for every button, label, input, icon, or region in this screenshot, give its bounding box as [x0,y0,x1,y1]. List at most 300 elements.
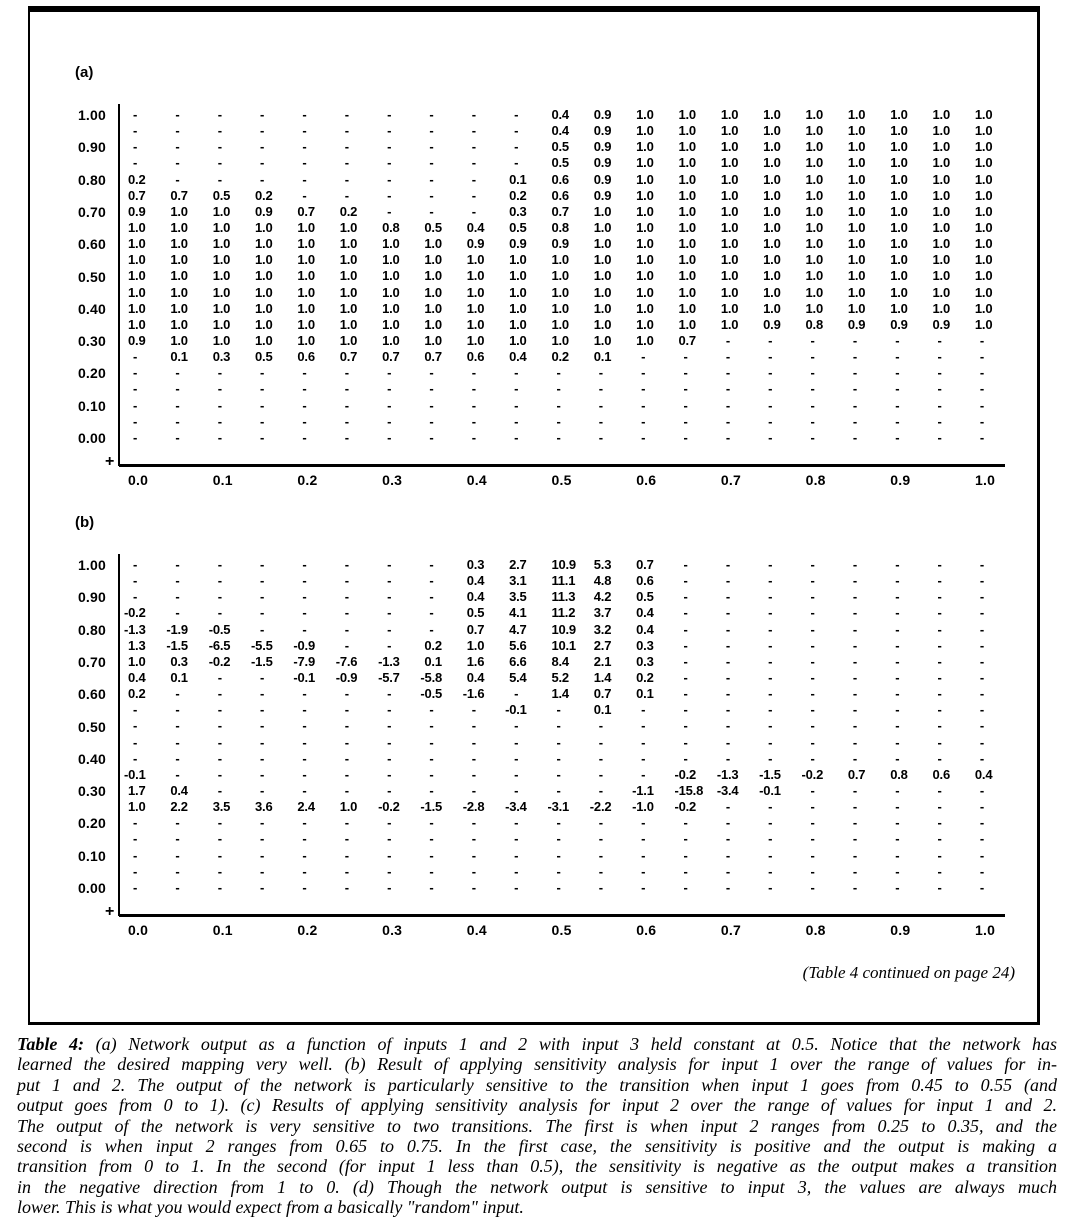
value-cell: - [979,686,985,702]
value-cell: 1.0 [297,252,315,268]
value-cell: 0.3 [170,653,188,669]
value-cell: - [852,573,857,589]
value-cell: 1.0 [297,219,315,235]
value-cell: - [683,718,688,734]
value-cell: - [725,686,730,702]
value-cell: - [641,349,646,365]
value-cell: 1.0 [720,187,739,203]
value-cell: 2.7 [593,637,612,653]
value-row [128,365,1028,381]
value-cell: - [810,718,815,734]
value-cell: - [429,750,434,766]
value-cell: - [556,831,561,847]
value-cell: 1.0 [382,252,400,268]
value-cell: - [768,621,773,637]
value-cell: - [937,831,942,847]
value-cell: - [429,879,434,895]
value-cell: 0.5 [551,139,569,155]
value-cell: - [344,139,349,155]
value-cell: - [725,397,730,413]
value-cell: - [895,750,900,766]
value-cell: - [260,831,265,847]
x-tick-label: 0.2 [297,922,318,938]
value-cell: 1.0 [720,316,739,332]
value-cell: -1.5 [420,799,443,815]
value-cell: - [429,718,434,734]
value-cell: 0.7 [128,187,146,203]
value-cell: - [175,718,180,734]
value-cell: 0.9 [932,316,951,332]
value-cell: - [937,397,942,413]
value-row [128,557,1028,573]
value-cell: - [641,815,646,831]
value-cell: - [387,815,392,831]
value-cell: 10.9 [551,621,576,637]
value-cell: - [387,879,392,895]
value-cell: - [768,429,773,445]
value-cell: - [133,381,138,397]
value-cell: - [217,107,222,122]
value-cell: 1.0 [932,219,951,235]
value-cell: - [937,847,942,863]
panel-a-y-axis-line [118,104,120,466]
value-cell: 1.0 [466,637,485,653]
panel-a-y-axis [0,60,110,480]
value-cell: - [852,718,857,734]
value-cell: 1.0 [128,236,146,252]
value-cell: - [810,702,815,718]
value-cell: - [598,365,603,381]
value-cell: - [514,863,519,879]
value-cell: - [302,621,307,637]
value-cell: -3.4 [716,782,739,798]
value-cell: - [683,750,688,766]
y-tick-label: 1.00 [77,557,106,573]
value-cell: - [175,123,180,139]
value-cell: - [852,782,857,798]
value-cell: 1.0 [636,107,654,122]
value-cell: 1.4 [593,669,612,685]
value-row [128,430,1028,446]
value-cell: - [768,653,773,669]
value-cell: 1.0 [805,284,823,300]
value-cell: - [175,879,180,895]
value-cell: - [937,669,942,685]
value-cell: 0.4 [466,573,485,589]
x-tick-label: 0.8 [805,472,826,488]
value-cell: 1.0 [932,236,951,252]
value-cell: - [979,750,985,766]
value-row [128,398,1028,414]
panel-b-y-axis-line [118,554,120,916]
value-cell: - [387,702,392,718]
value-cell: 0.2 [255,187,273,203]
value-cell: - [768,557,773,572]
value-cell: - [725,653,730,669]
value-cell: - [175,831,180,847]
value-cell: - [175,686,180,702]
value-row [128,414,1028,430]
value-cell: 1.0 [720,171,739,187]
value-cell: - [810,365,815,381]
value-cell: -1.0 [632,799,654,815]
value-cell: - [556,766,561,782]
value-cell: - [852,637,857,653]
value-cell: 0.5 [424,219,442,235]
value-cell: - [598,413,603,429]
value-cell: - [344,589,349,605]
value-cell: - [260,397,265,413]
value-cell: - [429,573,434,589]
value-cell: 1.0 [297,284,315,300]
value-cell: 1.0 [212,268,231,284]
value-cell: 1.0 [678,123,696,139]
value-cell: - [979,782,985,798]
x-tick-label: 0.8 [805,922,826,938]
value-cell: - [852,429,857,445]
value-cell: - [556,365,561,381]
x-tick-label: 0.4 [466,922,487,938]
value-cell: 1.0 [636,187,654,203]
value-cell: 1.0 [382,268,400,284]
value-cell: - [768,381,773,397]
value-cell: 0.4 [466,669,485,685]
value-cell: 0.6 [551,171,569,187]
value-cell: - [260,429,265,445]
value-cell: 1.0 [593,268,612,284]
value-cell: -5.7 [378,669,400,685]
value-cell: - [598,831,603,847]
value-cell: - [260,718,265,734]
panel-b-label: (b) [75,514,95,531]
value-cell: - [260,171,265,187]
value-cell: 0.2 [551,349,569,365]
x-tick-label: 0.7 [720,922,741,938]
value-cell: 1.0 [636,252,654,268]
panel-b-y-axis [0,510,110,930]
value-cell: - [937,349,942,365]
value-cell: - [937,879,942,895]
value-cell: 1.0 [593,332,612,348]
value-cell: 1.0 [847,123,866,139]
value-cell: 1.0 [339,219,358,235]
value-cell: - [556,413,561,429]
value-cell: -15.8 [674,782,704,798]
value-cell: 1.0 [678,219,696,235]
value-cell: - [429,702,434,718]
value-cell: -1.5 [759,766,781,782]
y-tick-label: 0.90 [77,139,106,156]
value-cell: - [344,766,349,782]
value-cell: - [810,573,815,589]
value-cell: 1.0 [170,316,188,332]
value-cell: 0.8 [890,766,908,782]
value-cell: 1.0 [932,268,951,284]
value-cell: - [810,799,815,815]
value-cell: - [852,847,857,863]
value-cell: - [683,365,688,381]
value-cell: - [641,381,646,397]
value-cell: 1.0 [847,139,866,155]
value-cell: - [175,702,180,718]
value-cell: 1.0 [847,252,866,268]
value-cell: - [598,734,603,750]
value-cell: - [937,799,942,815]
value-cell: - [387,782,392,798]
value-cell: 1.0 [297,332,315,348]
value-cell: 1.0 [678,171,696,187]
value-cell: - [514,123,519,139]
value-cell: - [937,702,942,718]
value-cell: - [302,381,307,397]
value-cell: - [217,815,222,831]
value-cell: 0.7 [382,349,400,365]
value-cell: - [260,734,265,750]
y-tick-label: 0.70 [77,203,106,220]
value-cell: - [217,766,222,782]
value-cell: - [260,573,265,589]
value-cell: 0.2 [636,669,654,685]
value-cell: - [979,653,985,669]
value-cell: - [725,605,730,621]
value-cell: - [852,621,857,637]
value-cell: - [387,139,392,155]
value-cell: - [810,686,815,702]
value-cell: - [133,879,138,895]
value-cell: - [260,879,265,895]
value-cell: - [768,847,773,863]
value-cell: - [895,621,900,637]
value-cell: - [471,397,476,413]
value-cell: 1.0 [593,300,612,316]
value-cell: 1.0 [720,268,739,284]
value-cell: 1.0 [466,316,485,332]
value-row [128,573,1028,589]
value-cell: 1.0 [382,300,400,316]
value-cell: - [471,365,476,381]
value-cell: 1.0 [763,123,781,139]
value-cell: - [514,365,519,381]
value-cell: - [598,766,603,782]
value-cell: - [344,381,349,397]
value-cell: 8.4 [551,653,569,669]
value-cell: - [260,589,265,605]
value-row [128,686,1028,702]
value-cell: - [133,750,138,766]
value-cell: 1.0 [805,300,823,316]
value-cell: - [937,653,942,669]
value-cell: 1.0 [974,203,993,219]
value-cell: - [556,429,561,445]
value-cell: - [514,381,519,397]
value-cell: - [175,750,180,766]
value-cell: 1.0 [593,316,612,332]
value-cell: 1.0 [763,252,781,268]
value-cell: - [768,573,773,589]
value-cell: - [768,605,773,621]
value-cell: 1.0 [424,252,442,268]
value-cell: - [387,637,392,653]
value-cell: - [768,413,773,429]
value-cell: 1.0 [763,236,781,252]
panel-b [0,510,1072,960]
x-tick-label: 0.0 [128,922,149,938]
y-tick-label: 0.30 [77,783,106,800]
value-cell: 0.9 [593,171,612,187]
value-cell: - [217,734,222,750]
value-cell: 1.0 [890,107,908,122]
value-cell: 1.0 [805,171,823,187]
value-cell: - [429,171,434,187]
value-cell: - [344,718,349,734]
value-cell: - [725,637,730,653]
value-cell: - [683,557,688,572]
value-cell: -5.8 [420,669,443,685]
value-cell: - [471,171,476,187]
y-tick-label: 0.50 [77,718,106,735]
value-cell: - [344,557,349,572]
value-cell: - [641,847,646,863]
value-row [128,702,1028,718]
value-cell: - [133,718,138,734]
value-cell: - [429,123,434,139]
value-cell: - [810,669,815,685]
value-cell: 1.0 [678,252,696,268]
value-cell: - [429,381,434,397]
value-row [128,799,1028,815]
value-row [128,107,1028,123]
value-cell: - [471,847,476,863]
value-cell: -0.2 [208,653,231,669]
value-cell: 1.0 [212,236,231,252]
value-cell: - [598,782,603,798]
value-cell: - [387,621,392,637]
value-row [124,621,1028,638]
value-cell: 1.0 [551,316,569,332]
value-cell: - [768,831,773,847]
value-row [128,252,1028,268]
value-cell: - [260,669,265,685]
value-cell: 1.0 [255,316,273,332]
value-cell: - [979,365,985,381]
value-cell: - [979,718,985,734]
value-cell: 1.0 [890,252,908,268]
value-cell: - [429,397,434,413]
value-cell: 6.6 [509,653,527,669]
value-cell: - [260,365,265,381]
value-cell: 0.4 [466,589,485,605]
value-cell: -2.2 [589,799,612,815]
value-row [128,880,1028,896]
value-cell: 1.0 [890,155,908,171]
value-cell: - [175,557,180,572]
value-cell: - [471,718,476,734]
value-cell: - [133,139,138,155]
value-cell: -6.5 [208,637,231,653]
value-row [128,718,1028,734]
value-cell: - [556,815,561,831]
value-cell: 1.0 [636,316,654,332]
value-cell: - [387,589,392,605]
value-cell: - [810,589,815,605]
value-cell: 1.0 [932,187,951,203]
value-cell: - [979,863,985,879]
value-cell: - [810,847,815,863]
value-row [128,783,1028,799]
value-cell: - [387,171,392,187]
value-cell: 0.5 [466,605,485,621]
value-cell: 1.0 [636,332,654,348]
y-tick-label: 0.00 [77,880,106,896]
value-row [128,285,1028,301]
value-cell: - [556,863,561,879]
value-cell: 0.4 [551,123,569,139]
value-cell: 4.7 [509,621,527,637]
value-cell: 5.6 [509,637,527,653]
value-cell: 1.0 [636,155,654,171]
value-cell: -1.5 [166,637,188,653]
value-cell: - [175,381,180,397]
value-row [124,766,1028,783]
value-cell: - [217,557,222,572]
value-cell: - [133,397,138,413]
value-cell: 1.0 [720,219,739,235]
value-cell: 1.0 [974,219,993,235]
value-cell: - [895,863,900,879]
value-cell: - [302,702,307,718]
panel-a-origin-mark: + [105,453,115,470]
value-cell: - [175,863,180,879]
value-cell: - [429,734,434,750]
value-cell: - [302,605,307,621]
value-cell: 0.4 [128,669,146,685]
value-cell: - [471,123,476,139]
y-tick-label: 0.80 [77,171,106,188]
value-cell: 1.0 [170,203,188,219]
value-cell: 0.2 [509,187,527,203]
value-cell: - [725,718,730,734]
value-cell: - [387,413,392,429]
value-cell: - [895,815,900,831]
caption-line: learned the desired mapping very well. (b) Result of applying sensitivity analysis for input 1 over the range of values for in- [17,1054,1057,1075]
value-cell: - [810,429,815,445]
value-cell: - [471,203,476,219]
value-cell: 1.0 [593,203,612,219]
value-cell: - [683,653,688,669]
value-cell: 0.6 [636,573,654,589]
value-cell: 1.0 [932,300,951,316]
value-cell: 1.0 [678,155,696,171]
value-cell: 1.0 [382,284,400,300]
value-cell: 1.0 [805,236,823,252]
value-cell: - [725,349,730,365]
value-cell: - [302,815,307,831]
value-cell: - [768,397,773,413]
value-cell: 0.1 [509,171,527,187]
value-cell: - [260,139,265,155]
value-cell: - [133,365,138,381]
value-cell: - [979,621,985,637]
value-cell: 1.6 [466,653,485,669]
value-cell: - [302,782,307,798]
value-cell: 1.0 [551,252,569,268]
value-cell: 0.1 [636,686,654,702]
value-cell: -1.6 [462,686,485,702]
value-cell: - [429,831,434,847]
value-cell: - [302,589,307,605]
value-cell: -3.1 [547,799,570,815]
value-cell: 5.2 [551,669,569,685]
